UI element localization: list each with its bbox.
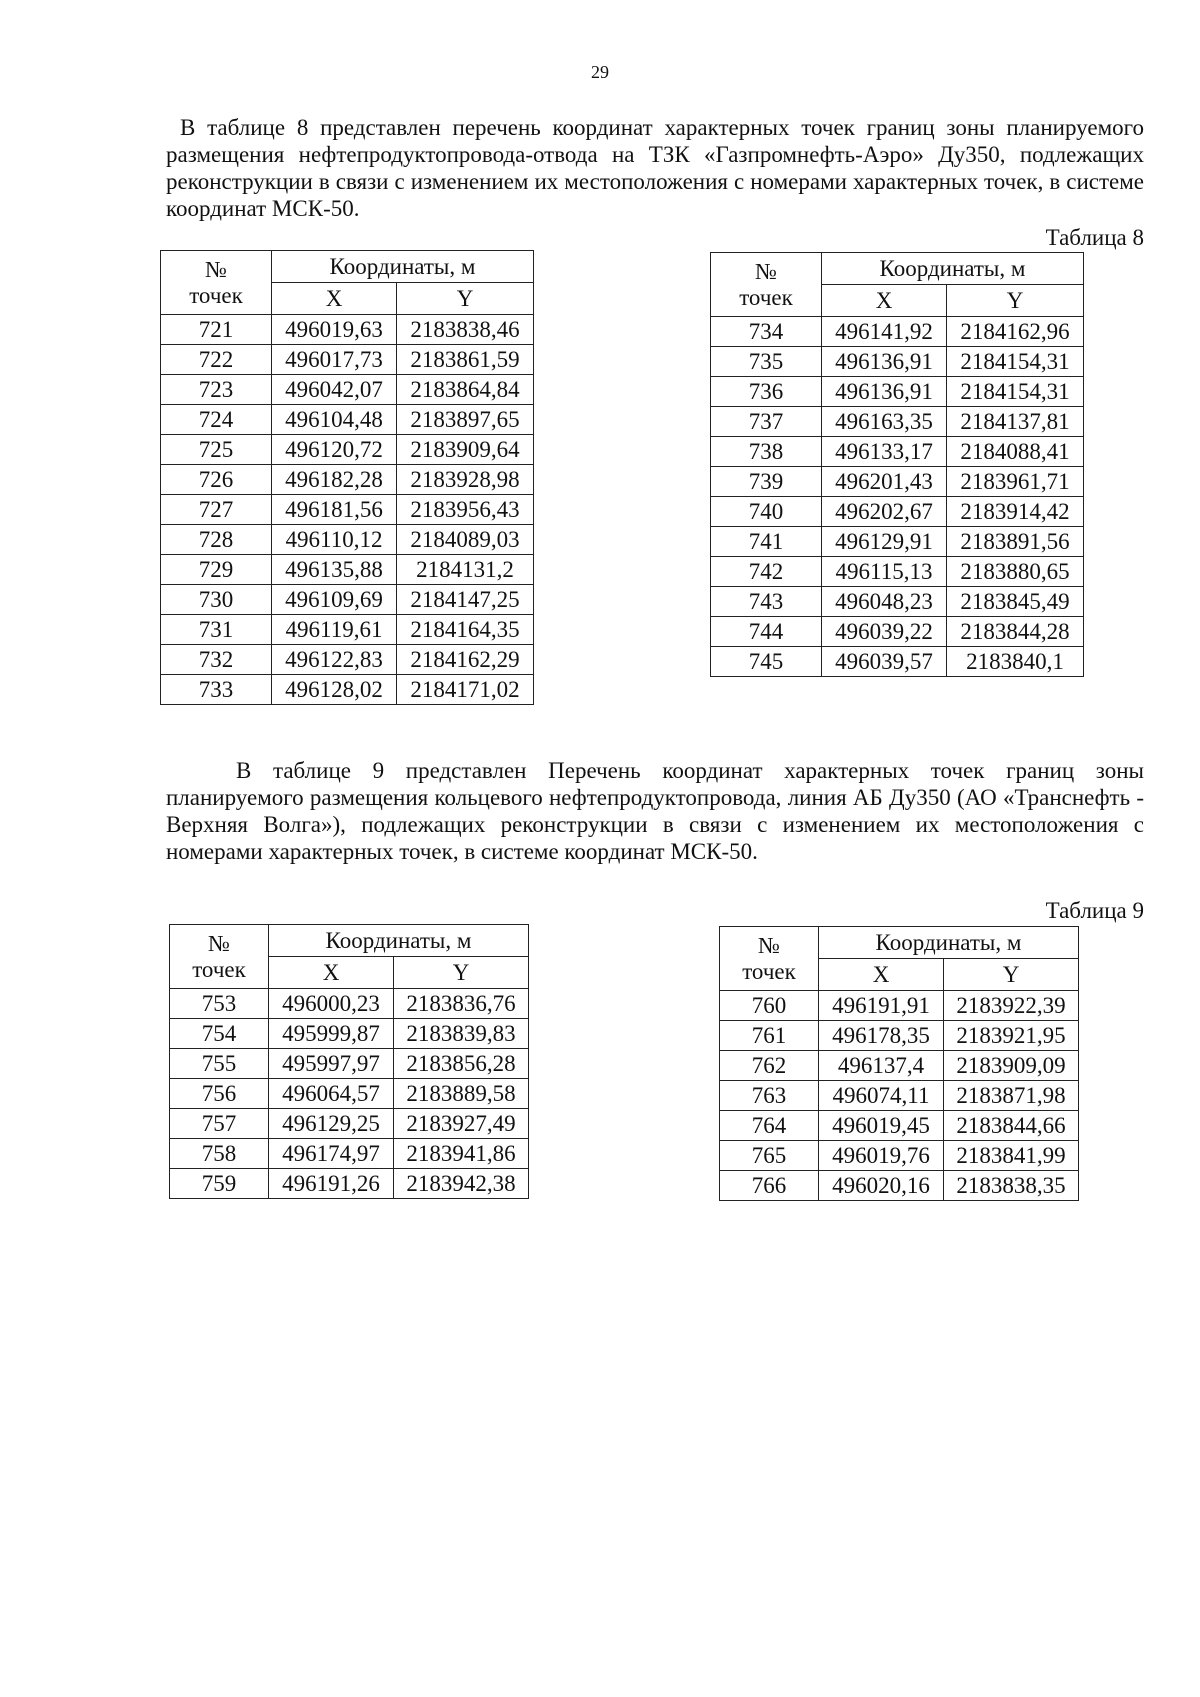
x-coordinate-cell: 496133,17 xyxy=(822,437,947,467)
table-row xyxy=(161,315,534,345)
table-row xyxy=(161,375,534,405)
point-number-cell: 763 xyxy=(720,1081,819,1111)
coordinates-table-8-right xyxy=(710,252,1084,677)
table-row xyxy=(170,989,529,1019)
header-point-number: № точек xyxy=(711,253,822,317)
header-point-number: № точек xyxy=(720,927,819,991)
y-coordinate-cell: 2183838,46 xyxy=(397,315,534,345)
header-point-number: № точек xyxy=(161,251,272,315)
x-coordinate-cell: 496074,11 xyxy=(819,1081,944,1111)
header-coordinates: Координаты, м xyxy=(272,251,534,283)
header-y: Y xyxy=(394,957,529,989)
x-coordinate-cell: 496178,35 xyxy=(819,1021,944,1051)
table-row xyxy=(161,645,534,675)
point-number-cell: 722 xyxy=(161,345,272,375)
table-9-caption: Таблица 9 xyxy=(1045,898,1144,923)
y-coordinate-cell: 2183891,56 xyxy=(947,527,1084,557)
point-number-cell: 729 xyxy=(161,555,272,585)
point-number-cell: 736 xyxy=(711,377,822,407)
y-coordinate-cell: 2184154,31 xyxy=(947,347,1084,377)
table-8-caption: Таблица 8 xyxy=(1045,225,1144,250)
table-row xyxy=(161,675,534,705)
table-row xyxy=(170,1019,529,1049)
intro-paragraph-table-9: В таблице 9 представлен Перечень координат характерных точек границ зоны планируемого размещения кольцевого нефтепродуктопровода, линия АБ Ду350 (АО «Транснефть - Верхняя Волга»), подлежащих реконструкции в связи с изменением их местоположения с номерами характерных точек, в системе координат МСК-50. xyxy=(166,758,1144,864)
intro-paragraph-table-8: В таблице 8 представлен перечень координат характерных точек границ зоны планируемого размещения нефтепродуктопровода-отвода на ТЗК «Газпромнефть-Аэро» Ду350, подлежащих реконструкции в связи с изменением их местоположения с номерами характерных точек, в системе координат МСК-50. xyxy=(166,115,1144,221)
point-number-cell: 755 xyxy=(170,1049,269,1079)
x-coordinate-cell: 496115,13 xyxy=(822,557,947,587)
table-row xyxy=(161,345,534,375)
table-row xyxy=(161,525,534,555)
header-y: Y xyxy=(944,959,1079,991)
y-coordinate-cell: 2183856,28 xyxy=(394,1049,529,1079)
table-row xyxy=(161,555,534,585)
point-number-cell: 739 xyxy=(711,467,822,497)
point-number-cell: 758 xyxy=(170,1139,269,1169)
point-number-cell: 725 xyxy=(161,435,272,465)
x-coordinate-cell: 496017,73 xyxy=(272,345,397,375)
x-coordinate-cell: 496163,35 xyxy=(822,407,947,437)
y-coordinate-cell: 2183889,58 xyxy=(394,1079,529,1109)
point-number-cell: 731 xyxy=(161,615,272,645)
y-coordinate-cell: 2183914,42 xyxy=(947,497,1084,527)
x-coordinate-cell: 496128,02 xyxy=(272,675,397,705)
x-coordinate-cell: 496019,63 xyxy=(272,315,397,345)
y-coordinate-cell: 2184089,03 xyxy=(397,525,534,555)
table-row xyxy=(711,617,1084,647)
table-row xyxy=(161,585,534,615)
y-coordinate-cell: 2183880,65 xyxy=(947,557,1084,587)
table-row xyxy=(170,1139,529,1169)
x-coordinate-cell: 496039,22 xyxy=(822,617,947,647)
y-coordinate-cell: 2183864,84 xyxy=(397,375,534,405)
x-coordinate-cell: 496120,72 xyxy=(272,435,397,465)
x-coordinate-cell: 496191,91 xyxy=(819,991,944,1021)
table-row xyxy=(161,495,534,525)
point-number-cell: 761 xyxy=(720,1021,819,1051)
y-coordinate-cell: 2183845,49 xyxy=(947,587,1084,617)
header-point-number: № точек xyxy=(170,925,269,989)
header-coordinates: Координаты, м xyxy=(822,253,1084,285)
table-row xyxy=(720,991,1079,1021)
table-row xyxy=(161,405,534,435)
point-number-cell: 744 xyxy=(711,617,822,647)
table-row xyxy=(720,1111,1079,1141)
x-coordinate-cell: 496202,67 xyxy=(822,497,947,527)
y-coordinate-cell: 2184154,31 xyxy=(947,377,1084,407)
y-coordinate-cell: 2183861,59 xyxy=(397,345,534,375)
table-row xyxy=(720,1081,1079,1111)
y-coordinate-cell: 2184162,96 xyxy=(947,317,1084,347)
y-coordinate-cell: 2183836,76 xyxy=(394,989,529,1019)
table-row xyxy=(711,437,1084,467)
y-coordinate-cell: 2183921,95 xyxy=(944,1021,1079,1051)
y-coordinate-cell: 2183927,49 xyxy=(394,1109,529,1139)
table-row xyxy=(161,615,534,645)
point-number-cell: 728 xyxy=(161,525,272,555)
header-x: X xyxy=(269,957,394,989)
y-coordinate-cell: 2183844,66 xyxy=(944,1111,1079,1141)
point-number-cell: 721 xyxy=(161,315,272,345)
x-coordinate-cell: 496135,88 xyxy=(272,555,397,585)
y-coordinate-cell: 2183942,38 xyxy=(394,1169,529,1199)
x-coordinate-cell: 496110,12 xyxy=(272,525,397,555)
table-row xyxy=(711,407,1084,437)
x-coordinate-cell: 496136,91 xyxy=(822,347,947,377)
y-coordinate-cell: 2183956,43 xyxy=(397,495,534,525)
table-row xyxy=(161,465,534,495)
x-coordinate-cell: 496141,92 xyxy=(822,317,947,347)
point-number-cell: 735 xyxy=(711,347,822,377)
x-coordinate-cell: 496020,16 xyxy=(819,1171,944,1201)
header-coordinates: Координаты, м xyxy=(269,925,529,957)
point-number-cell: 756 xyxy=(170,1079,269,1109)
table-row xyxy=(711,317,1084,347)
point-number-cell: 734 xyxy=(711,317,822,347)
y-coordinate-cell: 2183909,09 xyxy=(944,1051,1079,1081)
x-coordinate-cell: 496109,69 xyxy=(272,585,397,615)
y-coordinate-cell: 2184162,29 xyxy=(397,645,534,675)
table-row xyxy=(720,1171,1079,1201)
x-coordinate-cell: 496201,43 xyxy=(822,467,947,497)
y-coordinate-cell: 2183838,35 xyxy=(944,1171,1079,1201)
coordinates-table-9-left xyxy=(169,924,529,1199)
point-number-cell: 764 xyxy=(720,1111,819,1141)
point-number-cell: 727 xyxy=(161,495,272,525)
header-x: X xyxy=(819,959,944,991)
header-coordinates: Координаты, м xyxy=(819,927,1079,959)
y-coordinate-cell: 2183928,98 xyxy=(397,465,534,495)
x-coordinate-cell: 496019,45 xyxy=(819,1111,944,1141)
y-coordinate-cell: 2183844,28 xyxy=(947,617,1084,647)
table-row xyxy=(711,467,1084,497)
y-coordinate-cell: 2183941,86 xyxy=(394,1139,529,1169)
point-number-cell: 743 xyxy=(711,587,822,617)
x-coordinate-cell: 496191,26 xyxy=(269,1169,394,1199)
point-number-cell: 724 xyxy=(161,405,272,435)
table-row xyxy=(711,497,1084,527)
point-number-cell: 754 xyxy=(170,1019,269,1049)
x-coordinate-cell: 496181,56 xyxy=(272,495,397,525)
x-coordinate-cell: 495997,97 xyxy=(269,1049,394,1079)
y-coordinate-cell: 2183961,71 xyxy=(947,467,1084,497)
y-coordinate-cell: 2183841,99 xyxy=(944,1141,1079,1171)
point-number-cell: 740 xyxy=(711,497,822,527)
table-row xyxy=(170,1169,529,1199)
coordinates-table-8-left xyxy=(160,250,534,705)
header-x: X xyxy=(272,283,397,315)
point-number-cell: 759 xyxy=(170,1169,269,1199)
y-coordinate-cell: 2184147,25 xyxy=(397,585,534,615)
point-number-cell: 738 xyxy=(711,437,822,467)
x-coordinate-cell: 496122,83 xyxy=(272,645,397,675)
header-y: Y xyxy=(947,285,1084,317)
point-number-cell: 726 xyxy=(161,465,272,495)
x-coordinate-cell: 496039,57 xyxy=(822,647,947,677)
y-coordinate-cell: 2184131,2 xyxy=(397,555,534,585)
y-coordinate-cell: 2183839,83 xyxy=(394,1019,529,1049)
point-number-cell: 730 xyxy=(161,585,272,615)
table-row xyxy=(711,647,1084,677)
x-coordinate-cell: 496129,25 xyxy=(269,1109,394,1139)
header-y: Y xyxy=(397,283,534,315)
x-coordinate-cell: 496000,23 xyxy=(269,989,394,1019)
table-row xyxy=(170,1049,529,1079)
table-row xyxy=(161,435,534,465)
point-number-cell: 762 xyxy=(720,1051,819,1081)
y-coordinate-cell: 2183871,98 xyxy=(944,1081,1079,1111)
y-coordinate-cell: 2183909,64 xyxy=(397,435,534,465)
y-coordinate-cell: 2184137,81 xyxy=(947,407,1084,437)
table-row xyxy=(720,1021,1079,1051)
table-row xyxy=(711,377,1084,407)
x-coordinate-cell: 496137,4 xyxy=(819,1051,944,1081)
x-coordinate-cell: 496104,48 xyxy=(272,405,397,435)
table-row xyxy=(720,1051,1079,1081)
table-row xyxy=(720,1141,1079,1171)
table-row xyxy=(170,1079,529,1109)
point-number-cell: 723 xyxy=(161,375,272,405)
y-coordinate-cell: 2183840,1 xyxy=(947,647,1084,677)
y-coordinate-cell: 2183922,39 xyxy=(944,991,1079,1021)
x-coordinate-cell: 496019,76 xyxy=(819,1141,944,1171)
table-row xyxy=(170,1109,529,1139)
point-number-cell: 753 xyxy=(170,989,269,1019)
table-row xyxy=(711,347,1084,377)
point-number-cell: 737 xyxy=(711,407,822,437)
x-coordinate-cell: 496064,57 xyxy=(269,1079,394,1109)
point-number-cell: 757 xyxy=(170,1109,269,1139)
point-number-cell: 732 xyxy=(161,645,272,675)
table-row xyxy=(711,527,1084,557)
x-coordinate-cell: 496048,23 xyxy=(822,587,947,617)
page-number: 29 xyxy=(591,62,609,82)
x-coordinate-cell: 495999,87 xyxy=(269,1019,394,1049)
y-coordinate-cell: 2183897,65 xyxy=(397,405,534,435)
point-number-cell: 766 xyxy=(720,1171,819,1201)
header-x: X xyxy=(822,285,947,317)
y-coordinate-cell: 2184164,35 xyxy=(397,615,534,645)
x-coordinate-cell: 496129,91 xyxy=(822,527,947,557)
coordinates-table-9-right xyxy=(719,926,1079,1201)
table-row xyxy=(711,587,1084,617)
point-number-cell: 765 xyxy=(720,1141,819,1171)
x-coordinate-cell: 496182,28 xyxy=(272,465,397,495)
point-number-cell: 742 xyxy=(711,557,822,587)
x-coordinate-cell: 496119,61 xyxy=(272,615,397,645)
x-coordinate-cell: 496174,97 xyxy=(269,1139,394,1169)
point-number-cell: 760 xyxy=(720,991,819,1021)
y-coordinate-cell: 2184088,41 xyxy=(947,437,1084,467)
point-number-cell: 745 xyxy=(711,647,822,677)
table-row xyxy=(711,557,1084,587)
x-coordinate-cell: 496042,07 xyxy=(272,375,397,405)
point-number-cell: 733 xyxy=(161,675,272,705)
y-coordinate-cell: 2184171,02 xyxy=(397,675,534,705)
point-number-cell: 741 xyxy=(711,527,822,557)
x-coordinate-cell: 496136,91 xyxy=(822,377,947,407)
